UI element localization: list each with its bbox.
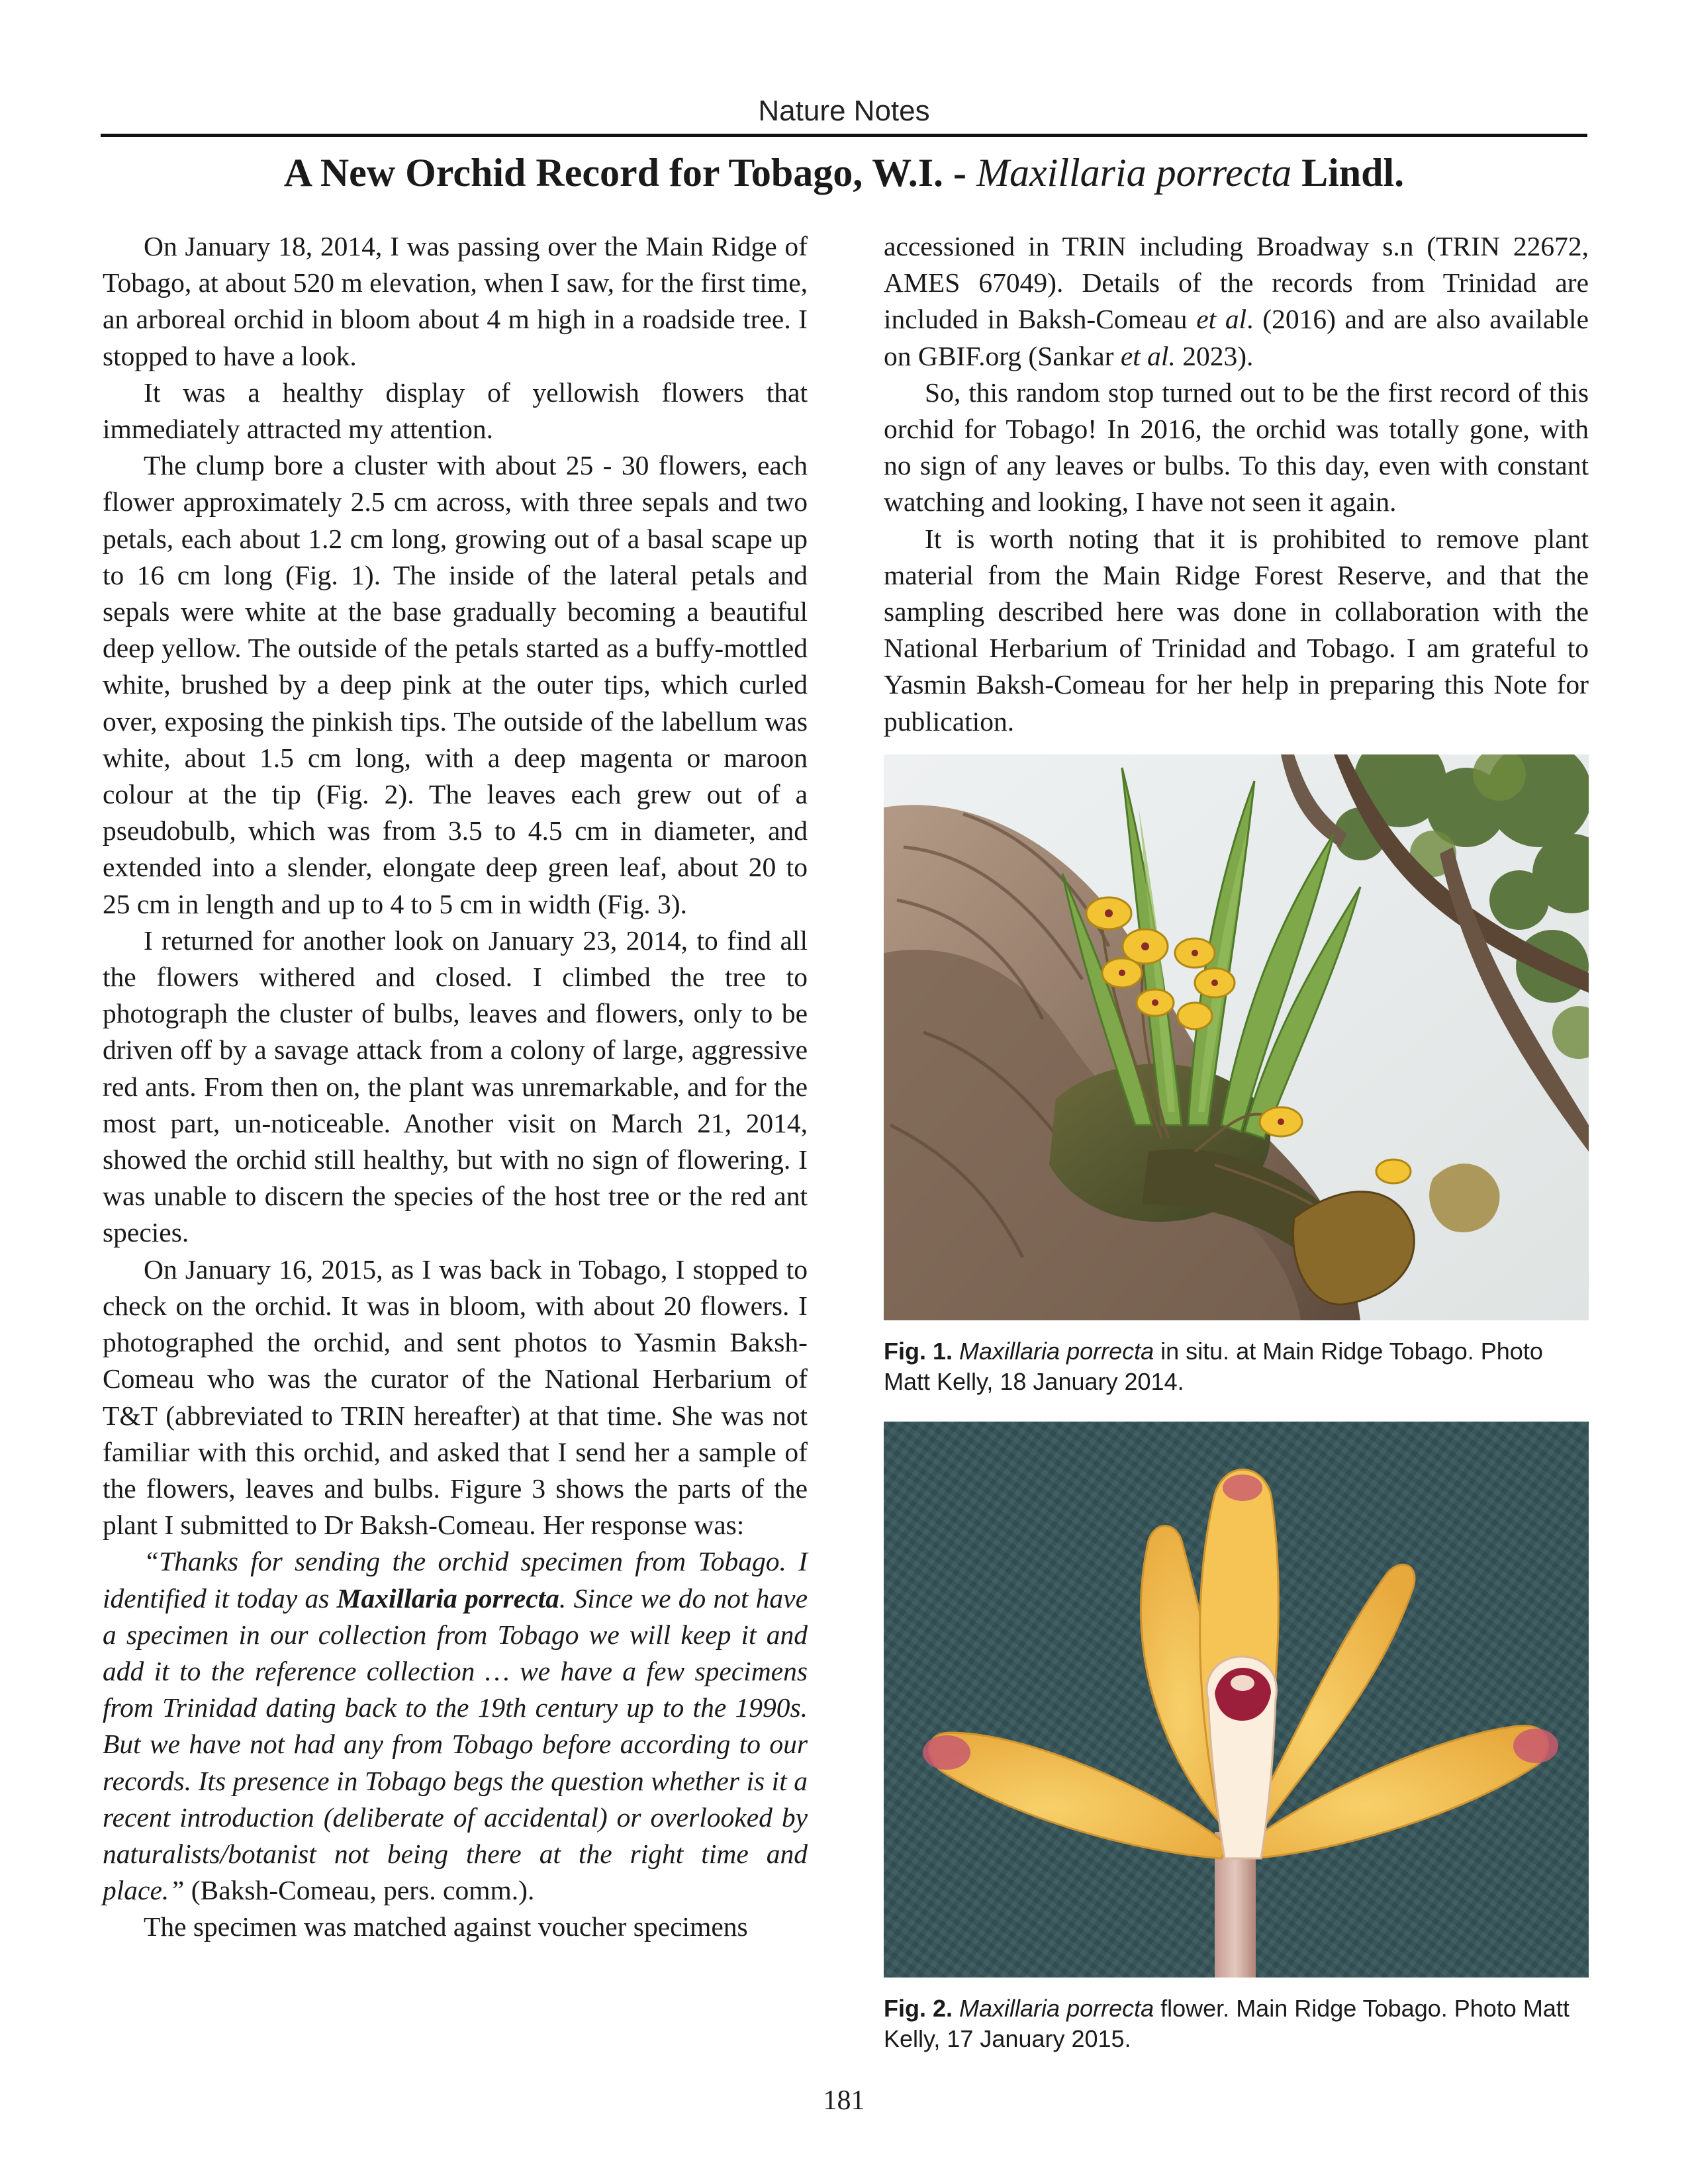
quote-paragraph bbox=[103, 1543, 808, 1909]
figure-1-photo bbox=[884, 754, 1589, 1320]
title-species: Maxillaria porrecta bbox=[976, 151, 1292, 195]
caption-species: Maxillaria porrecta bbox=[959, 1995, 1154, 2022]
caption-text: flower. Main Ridge Tobago. Photo Matt Kelly, 17 January 2015. bbox=[884, 1995, 1570, 2052]
orchid-in-situ-image bbox=[884, 754, 1589, 1320]
paragraph bbox=[884, 228, 1589, 375]
right-column bbox=[884, 228, 1589, 740]
quote-species: Maxillaria porrecta bbox=[336, 1582, 559, 1614]
quote-text: . Since we do not have a specimen in our collection from Tobago we will keep it and add it to the reference collection … we have a few specimens from Trinidad dating back to the 19th century up to the 1990s. But we have not had any from Tobago before according to our records. Its presence in Tobago begs the question whether is it a recent introduction (deliberate of accidental) or overlooked by naturalists/botanist not being there at the right time and place.” bbox=[103, 1582, 808, 1906]
header-rule bbox=[101, 134, 1587, 137]
paragraph: The specimen was matched against voucher specimens bbox=[144, 1911, 748, 1942]
figure-2-photo bbox=[884, 1422, 1589, 1978]
orchid-flower-closeup-image bbox=[884, 1422, 1589, 1978]
figure-2-caption bbox=[884, 1993, 1589, 2054]
quote-citation: (Baksh-Comeau, pers. comm.). bbox=[184, 1875, 535, 1906]
title-main: A New Orchid Record for Tobago, W.I. - bbox=[283, 151, 977, 195]
quote-text: “Thanks for sending the orchid specimen from Tobago. I identified it today as bbox=[103, 1546, 808, 1614]
caption-label: Fig. 1. bbox=[884, 1338, 953, 1365]
text-run: 2023). bbox=[1175, 340, 1254, 371]
paragraph: So, this random stop turned out to be the first record of this orchid for Tobago! In 2016, the orchid was totally gone, with no sign of any leaves or bulbs. To this day, even with constant watching and looking, I have not seen it again. bbox=[884, 377, 1589, 518]
caption-label: Fig. 2. bbox=[884, 1995, 953, 2022]
article-title bbox=[101, 147, 1587, 199]
paragraph: On January 18, 2014, I was passing over the Main Ridge of Tobago, at about 520 m elevation, when I saw, for the first time, an arboreal orchid in bloom about 4 m high in a roadside tree. I stopped to have a look. bbox=[103, 231, 808, 371]
figure-1-caption bbox=[884, 1336, 1589, 1397]
caption-text: in situ. at Main Ridge Tobago. Photo Matt Kelly, 18 January 2014. bbox=[884, 1338, 1543, 1395]
paragraph: It was a healthy display of yellowish flowers that immediately attracted my attention. bbox=[103, 377, 808, 445]
caption-species: Maxillaria porrecta bbox=[959, 1338, 1154, 1365]
paragraph: The clump bore a cluster with about 25 - 30 flowers, each flower approximately 2.5 cm across, with three sepals and two petals, each about 1.2 cm long, growing out of a basal scape up to 16 cm long (Fig. 1). The inside of the lateral petals and sepals were white at the base gradually becoming a beautiful deep yellow. The outside of the petals started as a buffy-mottled white, brushed by a deep pink at the outer tips, which curled over, exposing the pinkish tips. The outside of the labellum was white, about 1.5 cm long, with a deep magenta or maroon colour at the tip (Fig. 2). The leaves each grew out of a pseudobulb, which was from 3.5 to 4.5 cm in diameter, and extended into a slender, elongate deep green leaf, about 20 to 25 cm in length and up to 4 to 5 cm in width (Fig. 3). bbox=[103, 450, 808, 919]
figure-1 bbox=[884, 754, 1589, 1397]
paragraph: It is worth noting that it is prohibited to remove plant material from the Main Ridge Forest Reserve, and that the sampling described here was done in collaboration with the National Herbarium of Trinidad and Tobago. I am grateful to Yasmin Baksh-Comeau for her help in preparing this Note for publication. bbox=[884, 523, 1589, 737]
paragraph: On January 16, 2015, as I was back in Tobago, I stopped to check on the orchid. It was in bloom, with about 20 flowers. I photographed the orchid, and sent photos to Yasmin Baksh-Comeau who was the curator of the National Herbarium of T&T (abbreviated to TRIN hereafter) at that time. She was not familiar with this orchid, and asked that I send her a sample of the flowers, leaves and bulbs. Figure 3 shows the parts of the plant I submitted to Dr Baksh-Comeau. Her response was: bbox=[103, 1253, 808, 1541]
running-header: Nature Notes bbox=[758, 95, 930, 127]
text-run: accessioned in TRIN including Broadway s.n (TRIN 22672, AMES 67049). Details of the records from Trinidad are included in Baksh-Comeau bbox=[884, 231, 1589, 335]
title-author: Lindl. bbox=[1291, 151, 1405, 195]
text-italic: et al. bbox=[1120, 340, 1176, 371]
paragraph: I returned for another look on January 23, 2014, to find all the flowers withered and closed. I climbed the tree to photograph the cluster of bulbs, leaves and flowers, only to be driven off by a savage attack from a colony of large, aggressive red ants. From then on, the plant was unremarkable, and for the most part, un-noticeable. Another visit on March 21, 2014, showed the orchid still healthy, but with no sign of flowering. I was unable to discern the species of the host tree or the red ant species. bbox=[103, 925, 808, 1248]
figure-2 bbox=[884, 1422, 1589, 2054]
text-italic: et al bbox=[1196, 304, 1247, 335]
page-number: 181 bbox=[823, 2085, 865, 2116]
left-column bbox=[103, 228, 808, 1946]
text-run: . (2016) and are also available on GBIF.org (Sankar bbox=[884, 304, 1589, 371]
